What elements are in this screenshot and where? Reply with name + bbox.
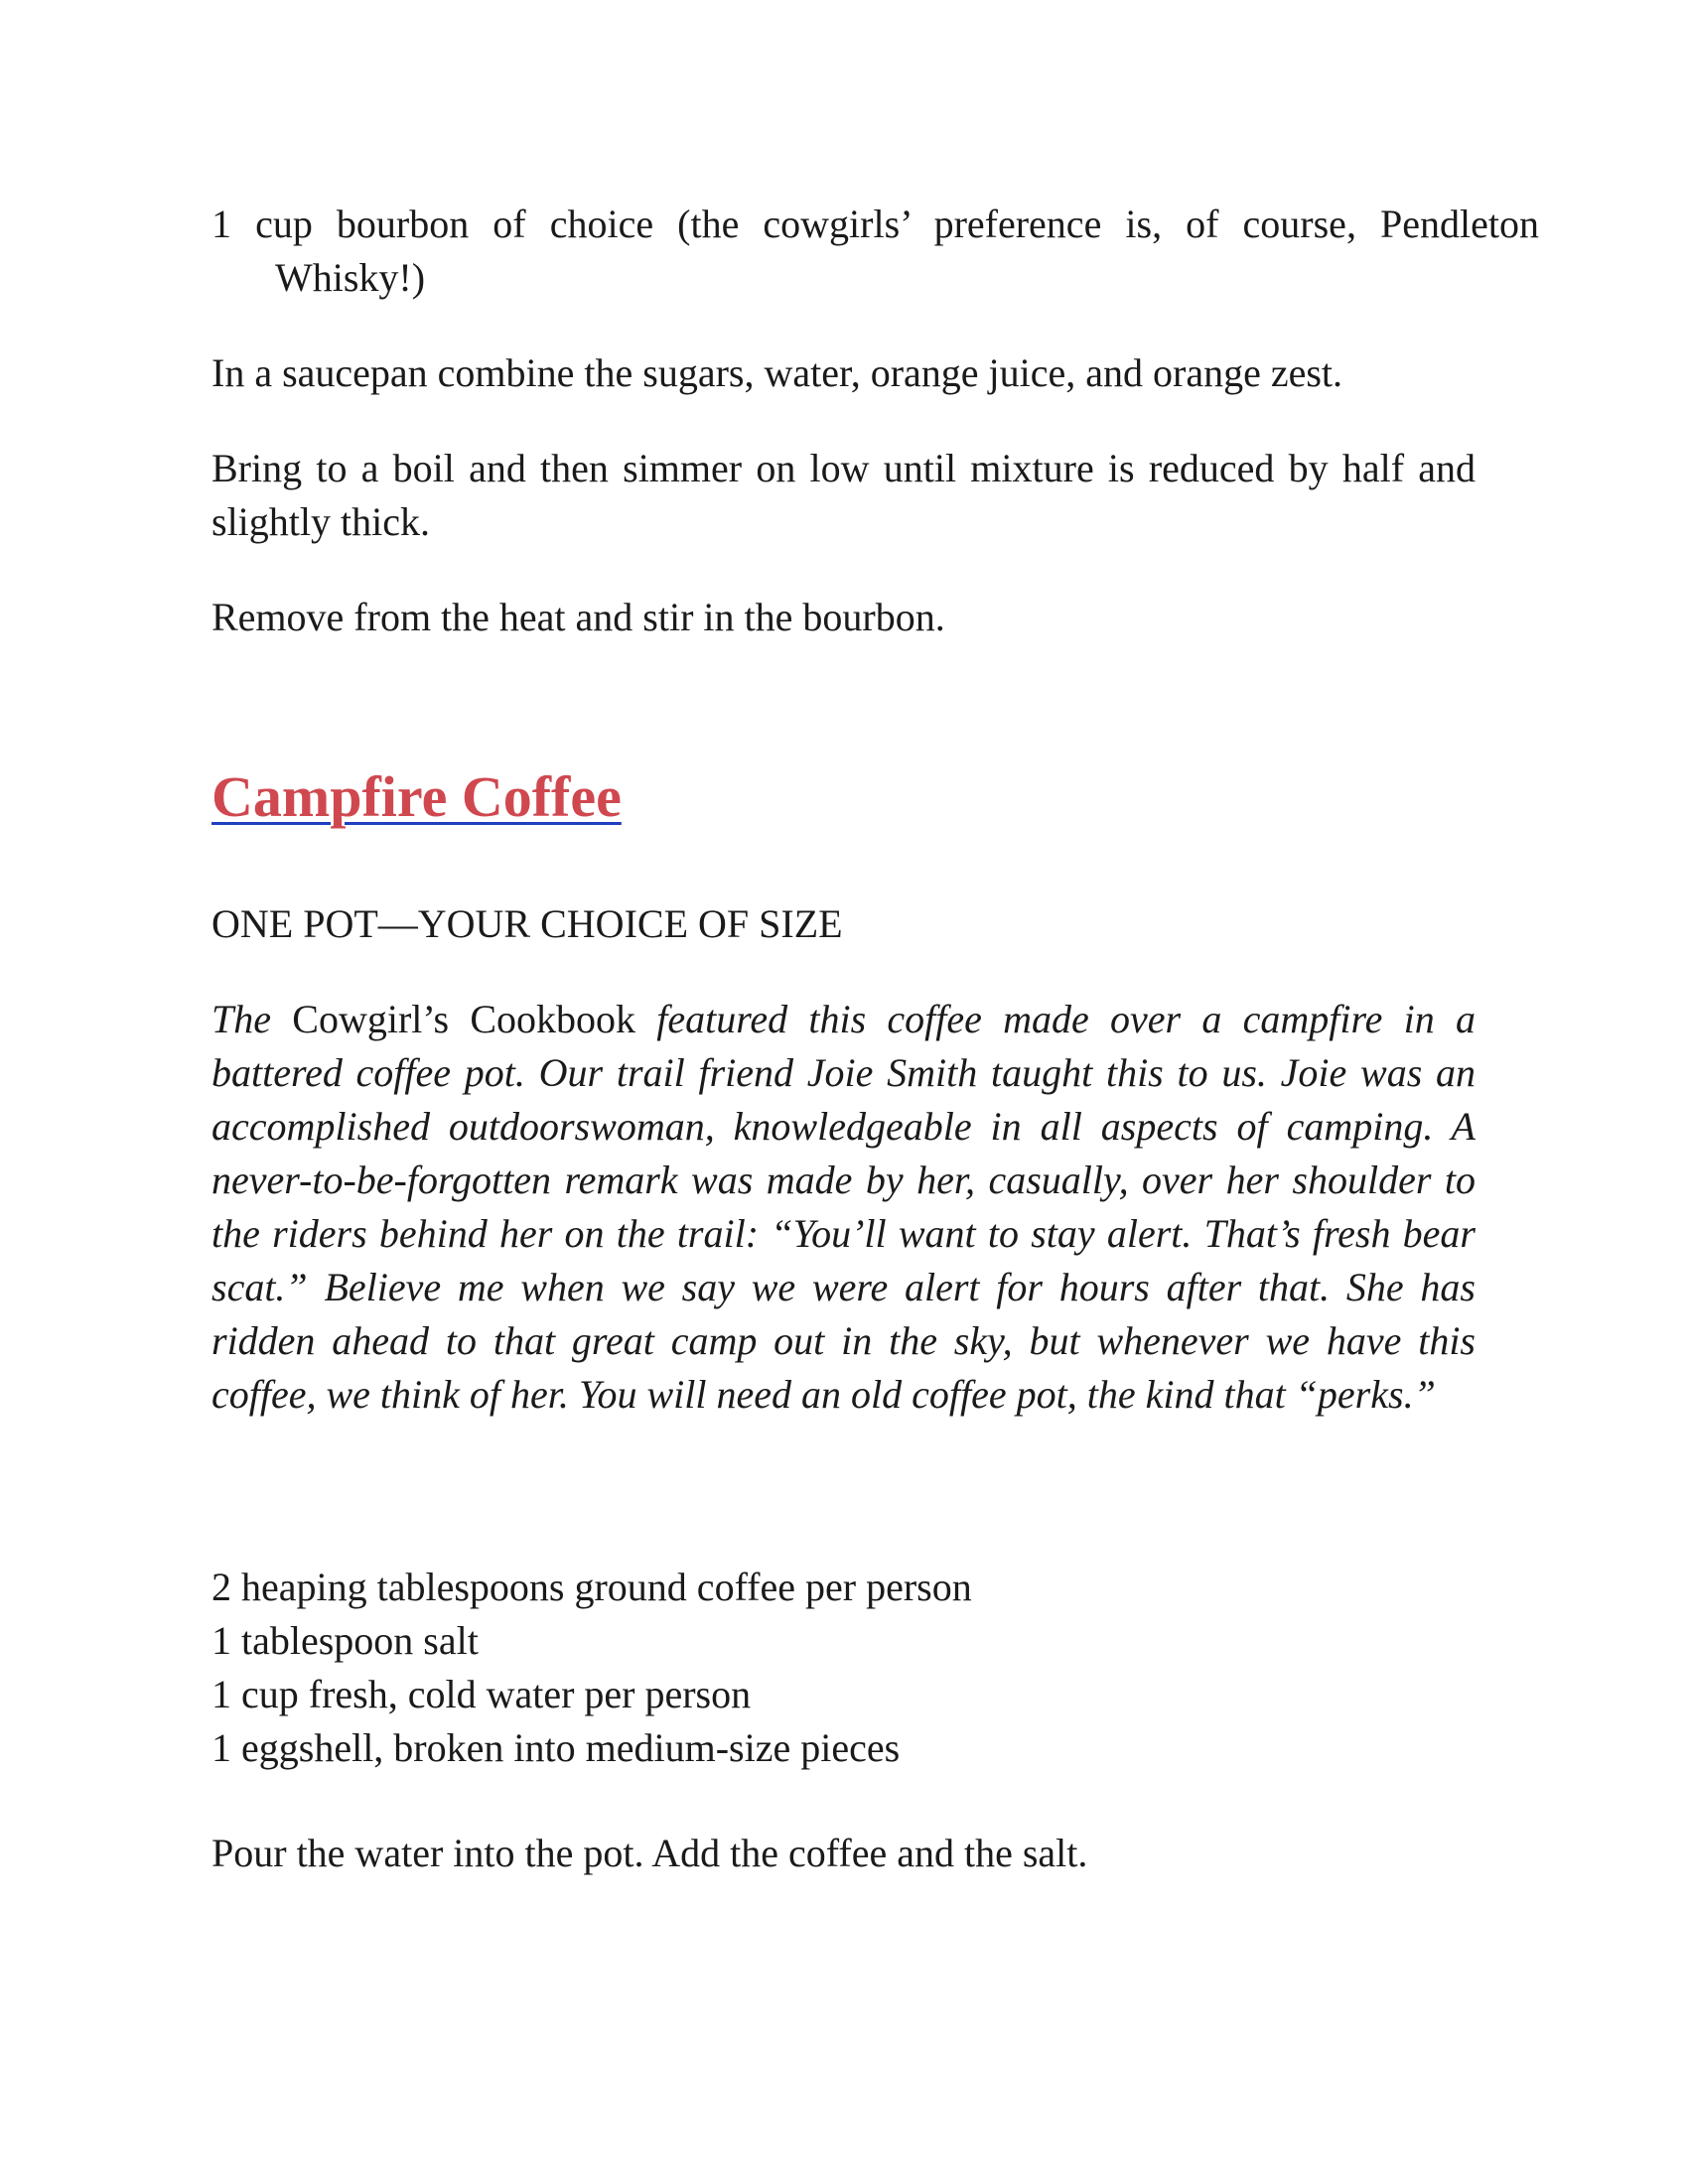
ingredient-coffee: 2 heaping tablespoons ground coffee per person [211, 1565, 972, 1609]
ingredient-salt: 1 tablespoon salt [211, 1618, 479, 1663]
ingredient-list [211, 1561, 972, 1775]
intro-book-title: Cowgirl’s Cookbook [292, 997, 635, 1041]
instruction-boil: Bring to a boil and then simmer on low until mixture is reduced by half and slightly thick. [211, 446, 1476, 544]
ingredient-eggshell: 1 eggshell, broken into medium-size pieces [211, 1725, 901, 1770]
instruction-pour-water: Pour the water into the pot. Add the coffee and the salt. [211, 1831, 1088, 1875]
instruction-combine: In a saucepan combine the sugars, water, orange juice, and orange zest. [211, 350, 1343, 395]
ingredient-bourbon: 1 cup bourbon of choice (the cowgirls’ preference is, of course, Pendleton Whisky!) [211, 202, 1539, 300]
instruction-remove-heat: Remove from the heat and stir in the bourbon. [211, 595, 945, 639]
recipe-yield: ONE POT—YOUR CHOICE OF SIZE [211, 901, 843, 946]
recipe-title: Campfire Coffee [211, 764, 622, 829]
intro-lead: The [211, 997, 271, 1041]
recipe-intro [211, 993, 1476, 1422]
intro-body: featured this coffee made over a campfire in a battered coffee pot. Our trail friend Joie Smith taught this to us. Joie was an accomplished outdoorswoman, knowledgeable in all aspects of camping. A never-to-be-forgotten remark was made by her, casually, over her shoulder to the riders behind her on the trail: “You’ll want to stay alert. That’s fresh bear scat.” Believe me when we say we were alert for hours after that. She has ridden ahead to that great camp out in the sky, but whenever we have this coffee, we think of her. You will need an old coffee pot, the kind that “perks.” [211, 997, 1476, 1417]
ingredient-water: 1 cup fresh, cold water per person [211, 1672, 752, 1716]
